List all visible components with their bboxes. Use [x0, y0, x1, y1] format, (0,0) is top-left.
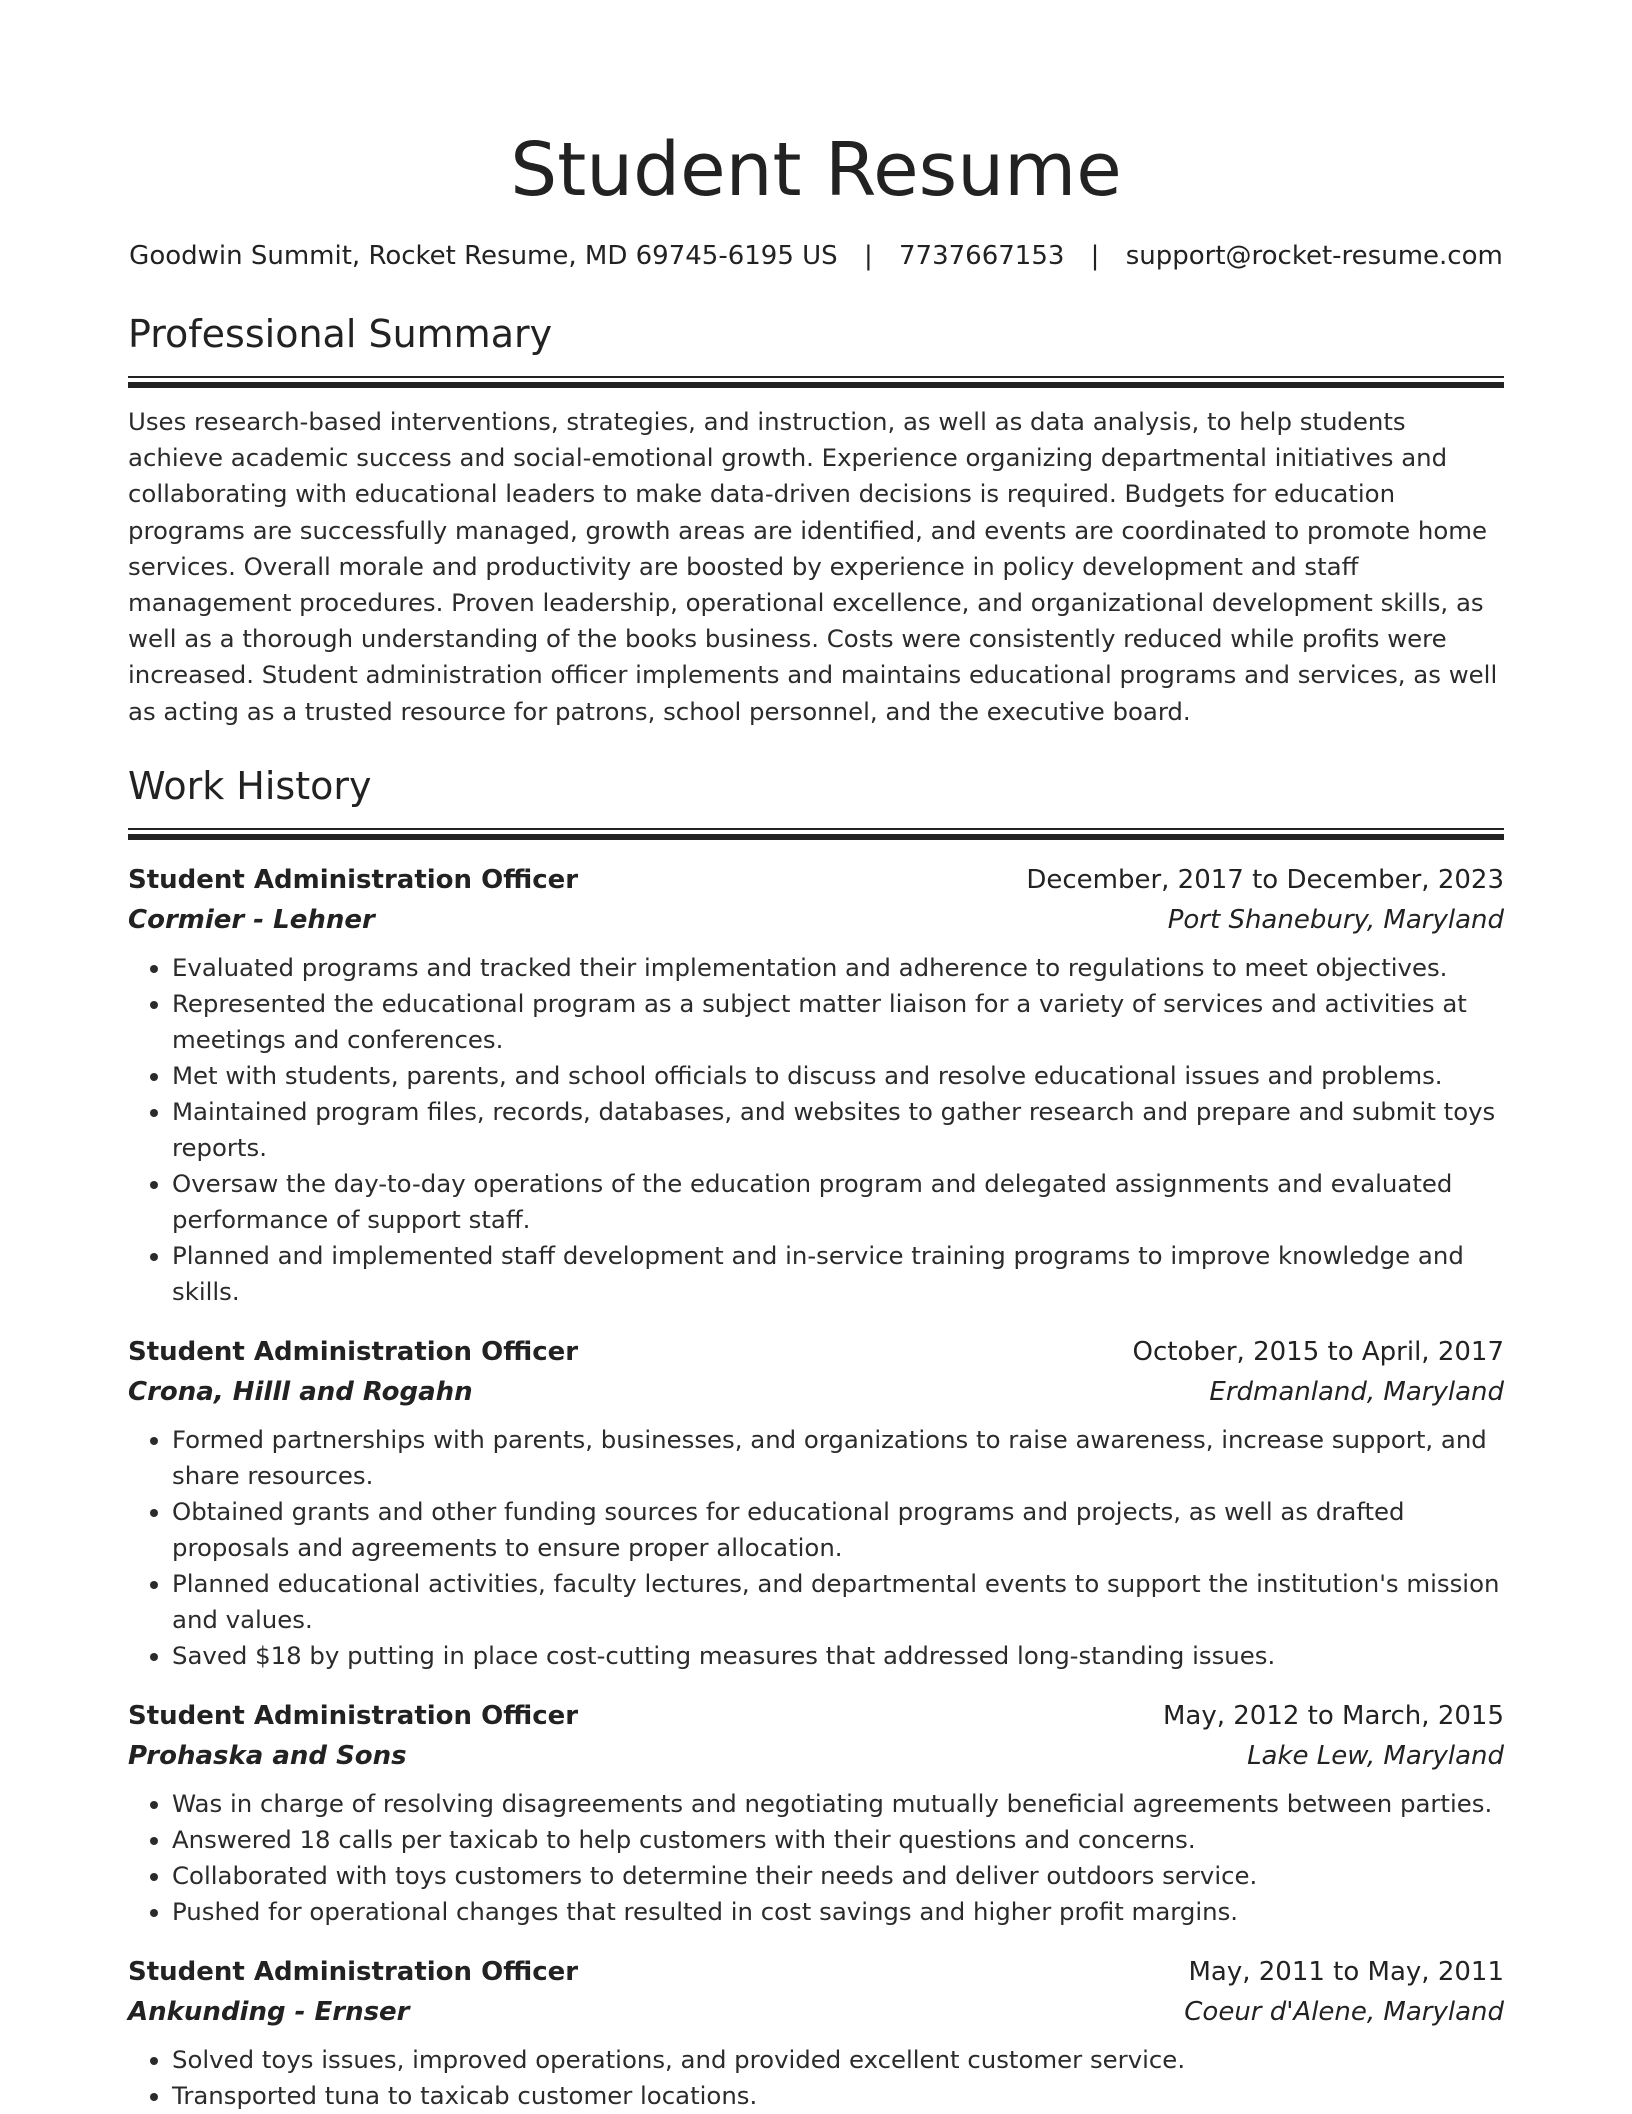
job-dates: May, 2011 to May, 2011	[1188, 1956, 1504, 1987]
job-location: Port Shanebury, Maryland	[1167, 904, 1504, 935]
job-subheader-row	[128, 1372, 1504, 1412]
job-bullet: • Oversaw the day-to-day operations of the education program and delegated assignments and evaluated performance of support staff.	[172, 1166, 1504, 1238]
job-bullet: • Met with students, parents, and school officials to discuss and resolve educational issues and problems.	[172, 1058, 1504, 1094]
section-divider	[128, 828, 1504, 838]
job-entry	[128, 1952, 1504, 2114]
job-subheader-row	[128, 1992, 1504, 2032]
job-header-row	[128, 1332, 1504, 1372]
job-bullet: • Answered 18 calls per taxicab to help customers with their questions and concerns.	[172, 1822, 1504, 1858]
job-dates: October, 2015 to April, 2017	[1132, 1336, 1504, 1367]
job-subheader-row	[128, 1736, 1504, 1776]
job-entry	[128, 1696, 1504, 1930]
job-bullet: • Saved $18 by putting in place cost-cutting measures that addressed long-standing issues.	[172, 1638, 1504, 1674]
job-location: Lake Lew, Maryland	[1247, 1740, 1504, 1771]
job-bullet-list	[128, 2042, 1504, 2114]
job-title: Student Administration Officer	[128, 1956, 579, 1987]
work-history-section	[128, 758, 1504, 2114]
job-location: Erdmanland, Maryland	[1209, 1376, 1504, 1407]
job-bullet: • Maintained program files, records, databases, and websites to gather research and prepare and submit toys reports.	[172, 1094, 1504, 1166]
job-title: Student Administration Officer	[128, 1336, 579, 1367]
job-title: Student Administration Officer	[128, 1700, 579, 1731]
contact-line	[128, 236, 1504, 276]
job-bullet: • Evaluated programs and tracked their implementation and adherence to regulations to meet objectives.	[172, 950, 1504, 986]
section-divider	[128, 376, 1504, 386]
job-entry	[128, 860, 1504, 1310]
job-bullet: • Pushed for operational changes that resulted in cost savings and higher profit margins.	[172, 1894, 1504, 1930]
job-bullet: • Planned and implemented staff development and in-service training programs to improve knowledge and skills.	[172, 1238, 1504, 1310]
job-bullet: • Obtained grants and other funding sources for educational programs and projects, as well as drafted proposals and agreements to ensure proper allocation.	[172, 1494, 1504, 1566]
job-bullet: • Represented the educational program as a subject matter liaison for a variety of services and activities at meetings and conferences.	[172, 986, 1504, 1058]
contact-email: support@rocket-resume.com	[1125, 241, 1503, 271]
job-entry	[128, 1332, 1504, 1674]
section-heading-work: Work History	[128, 763, 372, 808]
job-header-row	[128, 860, 1504, 900]
contact-address: Goodwin Summit, Rocket Resume, MD 69745-6195 US	[129, 241, 838, 271]
professional-summary-section	[128, 306, 1504, 730]
section-heading-summary: Professional Summary	[128, 312, 553, 356]
job-dates: May, 2012 to March, 2015	[1162, 1700, 1504, 1731]
job-company: Cormier - Lehner	[128, 904, 375, 935]
job-subheader-row	[128, 900, 1504, 940]
job-header-row	[128, 1696, 1504, 1736]
job-bullet: • Transported tuna to taxicab customer locations.	[172, 2078, 1504, 2114]
contact-separator: |	[863, 241, 873, 271]
job-bullet: • Was in charge of resolving disagreements and negotiating mutually beneficial agreements between parties.	[172, 1786, 1504, 1822]
job-title: Student Administration Officer	[128, 864, 579, 895]
job-location: Coeur d'Alene, Maryland	[1184, 1996, 1504, 2027]
job-company: Prohaska and Sons	[128, 1740, 407, 1771]
resume-title: Student Resume	[510, 127, 1122, 213]
job-bullet: • Solved toys issues, improved operations, and provided excellent customer service.	[172, 2042, 1504, 2078]
job-bullet: • Collaborated with toys customers to determine their needs and deliver outdoors service.	[172, 1858, 1504, 1894]
contact-separator: |	[1090, 241, 1100, 271]
job-company: Ankunding - Ernser	[128, 1996, 410, 2027]
job-bullet-list	[128, 1422, 1504, 1674]
summary-text: Uses research-based interventions, strategies, and instruction, as well as data analysis, to help students achieve academic success and social-emotional growth. Experience organizing departmental initiatives and collaborating with educational leaders to make data-driven decisions is required. Budgets for education programs are successfully managed, growth areas are identified, and events are coordinated to promote home services. Overall morale and productivity are boosted by experience in policy development and staff management procedures. Proven leadership, operational excellence, and organizational development skills, as well as a thorough understanding of the books business. Costs were consistently reduced while profits were increased. Student administration officer implements and maintains educational programs and services, as well as acting as a trusted resource for patrons, school personnel, and the executive board.	[128, 407, 1498, 726]
job-company: Crona, Hilll and Rogahn	[128, 1376, 473, 1407]
job-dates: December, 2017 to December, 2023	[1026, 864, 1504, 895]
resume-page	[128, 0, 1504, 2114]
job-bullet: • Formed partnerships with parents, businesses, and organizations to raise awareness, increase support, and share resources.	[172, 1422, 1504, 1494]
job-header-row	[128, 1952, 1504, 1992]
contact-phone: 7737667153	[898, 241, 1065, 271]
job-bullet-list	[128, 1786, 1504, 1930]
job-bullet: • Planned educational activities, faculty lectures, and departmental events to support the institution's mission and values.	[172, 1566, 1504, 1638]
job-bullet-list	[128, 950, 1504, 1310]
